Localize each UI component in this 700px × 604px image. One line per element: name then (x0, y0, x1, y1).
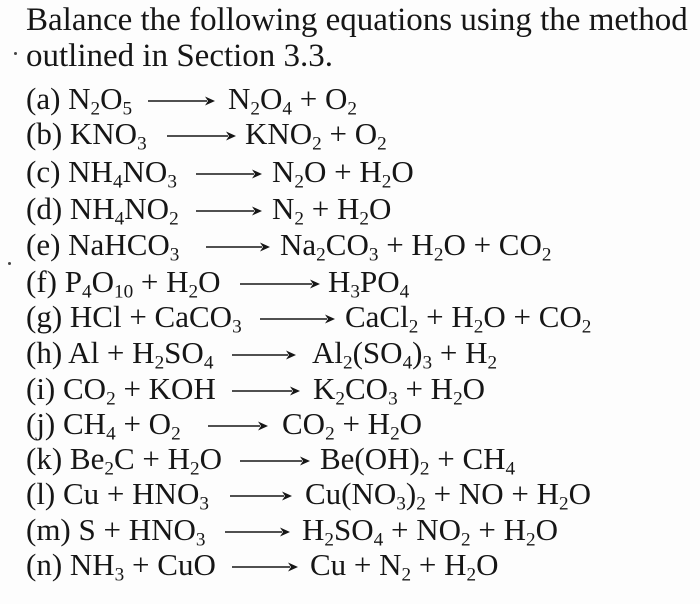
equation-row (26, 191, 700, 230)
reaction-arrow-icon (260, 300, 335, 334)
equation-row (26, 441, 700, 480)
equation-products: $H_2SO_4 + NO_2 + H_2O$ (302, 512, 558, 551)
equation-row (26, 476, 700, 515)
equation-row (26, 227, 700, 266)
equation-reactants: (l) $Cu + HNO_3$ (26, 476, 209, 515)
equation-products: $KNO_2 + O_2$ (245, 116, 387, 155)
reaction-arrow-icon (232, 372, 300, 406)
equation-products: $Be(OH)_2 + CH_4$ (320, 441, 516, 480)
equation-reactants: (k) $Be_2C + H_2O$ (26, 441, 222, 480)
equation-reactants: (h) $Al + H_2SO_4$ (26, 335, 214, 374)
equation-reactants: (g) HCl + CaCO$_3$ (26, 299, 242, 338)
reaction-arrow-icon (196, 155, 262, 189)
equation-reactants: (j) $CH_4 + O_2$ (26, 406, 181, 445)
equation-row (26, 154, 700, 193)
equation-reactants: (i) $CO_2$ + KOH (26, 371, 216, 410)
equation-row (26, 299, 700, 338)
reaction-arrow-icon (196, 192, 262, 226)
equation-products: $N_2 + H_2O$ (272, 191, 392, 230)
equation-row (26, 547, 700, 586)
equation-reactants: (n) $NH_3$ + CuO (26, 547, 216, 586)
equation-products: $K_2CO_3 + H_2O$ (313, 371, 486, 410)
reaction-arrow-icon (232, 336, 296, 370)
margin-dot (8, 262, 11, 265)
equation-products: $H_3PO_4$ (328, 264, 410, 303)
equation-row (26, 116, 700, 155)
equation-products: $CO_2 + H_2O$ (282, 406, 423, 445)
reaction-arrow-icon (208, 407, 268, 441)
equation-reactants: (c) $NH_4NO_3$ (26, 154, 177, 193)
reaction-arrow-icon (148, 82, 215, 116)
equation-reactants: (m) $S + HNO_3$ (26, 512, 206, 551)
equation-row (26, 512, 700, 551)
equation-reactants: (a) $N_2O_5$ (26, 81, 133, 120)
reaction-arrow-icon (240, 265, 320, 299)
equation-products: $Cu(NO_3)_2$ + NO + $H_2O$ (305, 476, 591, 515)
reaction-arrow-icon (206, 228, 270, 262)
reaction-arrow-icon (240, 442, 310, 476)
equation-row (26, 264, 700, 303)
equation-row (26, 335, 700, 374)
equation-reactants: (e) NaHCO$_3$ (26, 227, 180, 266)
equation-products: $Al_2(SO_4)_3 + H_2$ (312, 335, 498, 374)
reaction-arrow-icon (232, 548, 298, 582)
equation-row (26, 81, 700, 120)
reaction-arrow-icon (230, 477, 292, 511)
instructions-line-2: outlined in Section 3.3. (26, 38, 334, 74)
equation-products: $N_2O + H_2O$ (272, 154, 414, 193)
reaction-arrow-icon (167, 117, 236, 151)
equation-reactants: (f) $P_4O_{10} + H_2O$ (26, 264, 221, 303)
equation-products: CaCl$_2$ + $H_2O + CO_2$ (345, 299, 592, 338)
reaction-arrow-icon (225, 513, 290, 547)
equation-products: $Cu + N_2 + H_2O$ (310, 547, 499, 586)
equation-products: $N_2O_4 + O_2$ (228, 81, 357, 120)
equation-reactants: (d) $NH_4NO_2$ (26, 191, 179, 230)
equation-reactants: (b) $KNO_3$ (26, 116, 147, 155)
equation-row (26, 371, 700, 410)
margin-dot (14, 52, 17, 55)
equation-products: $Na_2CO_3 + H_2O + CO_2$ (280, 227, 552, 266)
instructions-heading (26, 2, 688, 74)
equation-row (26, 406, 700, 445)
instructions-line-1: Balance the following equations using the method (26, 2, 688, 38)
